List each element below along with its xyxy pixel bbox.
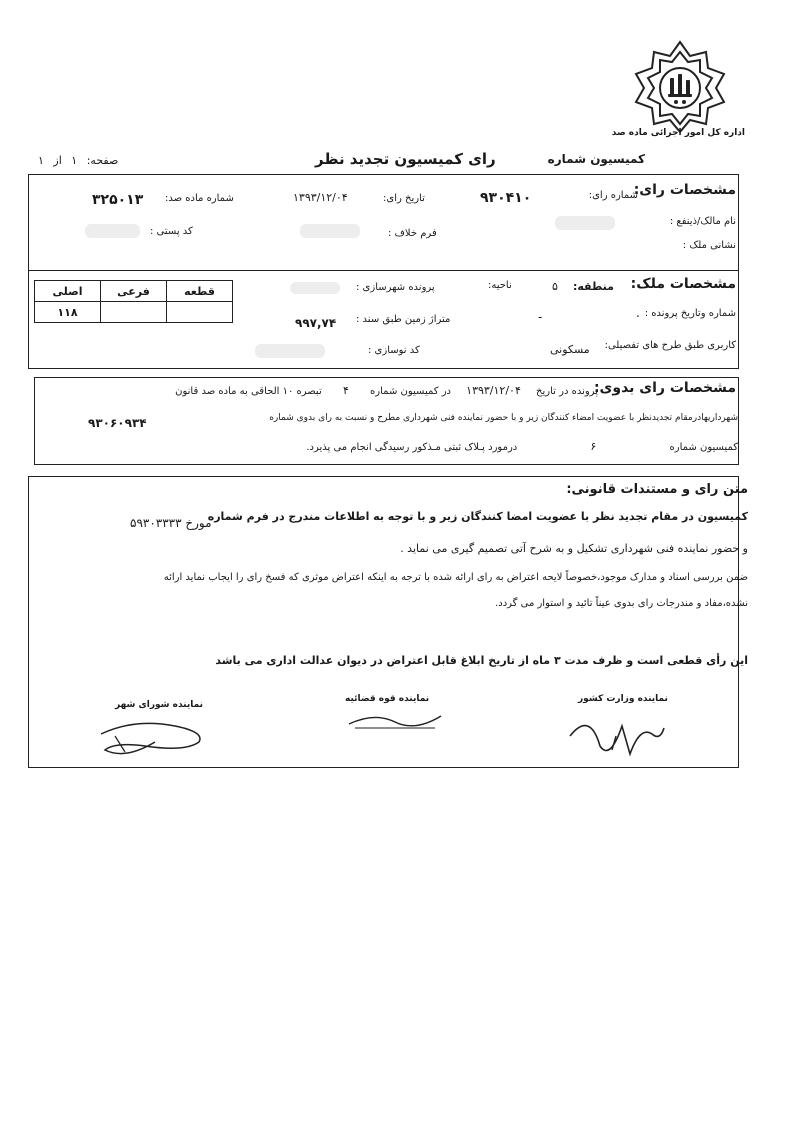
usage-label: کاربری طبق طرح های تفصیلی: [604, 340, 736, 351]
signature-judiciary [345, 706, 445, 736]
page-total: ۱ [38, 154, 44, 167]
parcel-table [34, 280, 233, 323]
legal-p1: کمیسیون در مقام تجدید نظر با عضویت امضا کنندگان زیر و با توجه به اطلاعات مندرج در فرم شماره [207, 510, 748, 523]
legal-p2: و حضور نماینده فنی شهرداری تشکیل و به شرح آتی تصمیم گیری می نماید . [400, 542, 748, 555]
initial-line2: شهرداریهادرمقام تجدیدنظر با عضویت امضاء کنندگان زیر و با حضور نماینده فنی شهرداری مطرح و نسبت به رای بدوی شماره [269, 413, 738, 423]
document-title: رای کمیسیون تجدید نظر [315, 150, 496, 168]
article100-no: ۳۲۵۰۱۳ [92, 192, 144, 208]
page-of: از [53, 154, 62, 167]
page-current: ۱ [71, 154, 78, 167]
page-indicator [32, 154, 118, 167]
address-label: نشانی ملک : [682, 240, 736, 251]
region-value: ۵ [552, 280, 558, 293]
redacted-city-file [290, 282, 340, 294]
file-no-dash: - [538, 310, 543, 324]
parcel-sub-value [101, 302, 167, 323]
parcel-main-value: ۱۱۸ [35, 302, 101, 323]
parcel-header-row [35, 281, 233, 302]
redacted-renovation-code [255, 344, 325, 358]
area-label: ناحیه: [488, 280, 512, 291]
property-section-title: مشخصات ملک: [630, 276, 736, 292]
legal-p4: نشده،مفاد و مندرجات رای بدوی عیناً تائید و استوار می گردد. [495, 598, 748, 609]
usage-value: مسکونی [550, 343, 590, 356]
legal-p1-num: ۵۹۳۰۳۳۳۳ مورخ [130, 516, 212, 530]
commission-label: کمیسیون شماره [547, 152, 645, 166]
owner-label: نام مالک/ذینفع : [669, 216, 736, 227]
org-line: اداره کل امور اجرائی ماده صد [611, 128, 745, 138]
file-no-date-label: شماره وتاریخ پرونده : [644, 308, 736, 319]
region-label: منطقه: [572, 280, 614, 293]
initial-line3-num: ۶ [590, 440, 597, 453]
redacted-form [300, 224, 360, 238]
city-file-label: پرونده شهرسازی : [356, 282, 435, 293]
legal-section-title: متن رای و مستندات قانونی: [566, 482, 748, 497]
initial-line1-c: تبصره ۱۰ الحاقی به ماده صد قانون [175, 386, 322, 397]
initial-line1-a: پرونده در تاریخ [536, 386, 598, 397]
legal-final-statement: این رأی قطعی است و ظرف مدت ۳ ماه از تاریخ ابلاغ قابل اعتراض در دیوان عدالت اداری می باشد [215, 654, 748, 667]
initial-line3 [306, 440, 738, 453]
legal-top-line [28, 476, 739, 477]
tehran-municipality-logo [632, 38, 728, 134]
signature-council [95, 712, 210, 762]
signature-interior [560, 706, 670, 766]
postal-code-label: کد پستی : [150, 226, 193, 237]
renovation-code-label: کد نوسازی : [368, 345, 420, 356]
page-label: صفحه: [86, 154, 119, 167]
section-divider [28, 270, 739, 271]
parcel-col-sub: فرعی [101, 281, 167, 302]
parcel-value-row [35, 302, 233, 323]
vote-section-title: مشخصات رای: [633, 182, 736, 198]
initial-line1-text [175, 384, 598, 397]
violation-form-label: فرم خلاف : [388, 228, 437, 239]
initial-line1-date: ۱۳۹۳/۱۲/۰۴ [466, 384, 521, 397]
vote-date-label: تاریخ رای: [383, 193, 425, 204]
signature-label-interior: نماینده وزارت کشور [578, 694, 668, 704]
signature-label-council: نماینده شورای شهر [115, 700, 204, 710]
land-area-label: متراژ زمین طبق سند : [356, 314, 451, 325]
initial-line3-b: درمورد پـلاک ثبتی مـذکور رسیدگی انجام می پذیرد. [306, 442, 518, 453]
redacted-postal [85, 224, 140, 238]
vote-no: ۹۳۰۴۱۰ [480, 190, 532, 206]
initial-line1-b: در کمیسیون شماره [370, 386, 451, 397]
parcel-col-piece: قطعه [167, 281, 233, 302]
vote-date: ۱۳۹۳/۱۲/۰۴ [293, 191, 348, 204]
parcel-piece-value [167, 302, 233, 323]
initial-line2-num: ۹۳۰۶۰۹۳۴ [88, 416, 147, 430]
legal-p3: ضمن بررسی اسناد و مدارک موجود،خصوصاً لایحه اعتراض به رای ارائه شده با ترجه به اینکه اعتراض موثری که فسخ رای را ایجاب نماید ارائه [163, 572, 748, 583]
file-no-dot: . [636, 306, 640, 320]
parcel-col-main: اصلی [35, 281, 101, 302]
initial-line1-num: ۴ [342, 384, 349, 397]
land-area-value: ۹۹۷,۷۴ [295, 316, 337, 330]
vote-no-label: شماره رای: [588, 190, 638, 201]
signature-label-judiciary: نماینده قوه قضائیه [345, 694, 430, 704]
article100-no-label: شماره ماده صد: [165, 193, 234, 204]
initial-line3-a: کمیسیون شماره [669, 442, 738, 453]
initial-section-title: مشخصات رای بدوی: [593, 380, 736, 396]
redacted-owner [555, 216, 615, 230]
